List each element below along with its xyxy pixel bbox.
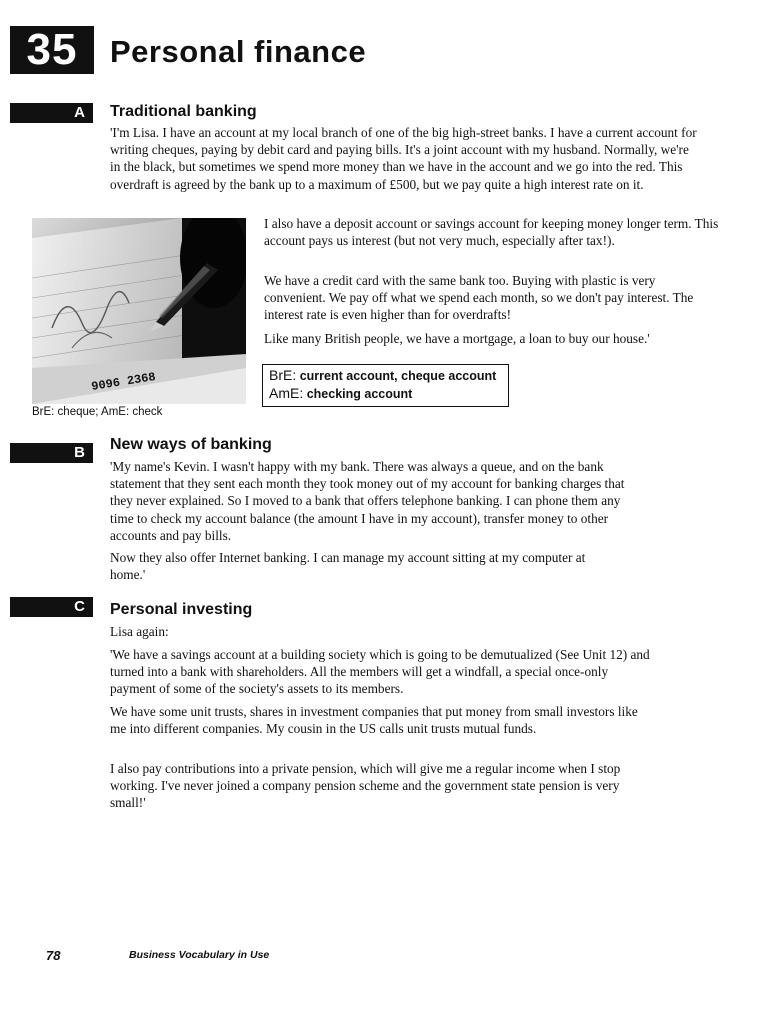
section-a-paragraph-1: 'I'm Lisa. I have an account at my local branch of one of the big high-street banks. I have a current account for writing cheques, paying by debit card and paying bills. It's a joint account with my husband. Normally, we're in the black, but sometimes we spend more money than we have in the account and we go into the red. This overdraft is agreed by the bank up to a maximum of £500, but we pay quite a high interest rate on it. (110, 125, 697, 192)
vocabulary-box (262, 364, 509, 407)
page-number: 78 (46, 948, 61, 963)
section-a-heading: Traditional banking (110, 103, 257, 120)
unit-number: 35 (10, 26, 94, 74)
vocab-ame-value: checking account (306, 387, 413, 401)
section-c-marker: C (10, 597, 93, 617)
section-b-paragraph-1: 'My name's Kevin. I wasn't happy with my bank. There was always a queue, and on the bank statement that they sent each month they took money out of my account for banking charges that they never explained. So I moved to a bank that offers telephone banking. I can phone them any time to check my account balance (the amount I have in my account), transfer money to other accounts and pay bills. (110, 459, 625, 543)
section-a-marker: A (10, 103, 93, 123)
section-b-marker: B (10, 443, 93, 463)
vocab-bre-value: current account, cheque account (299, 369, 497, 383)
section-c-intro: Lisa again: (110, 624, 169, 639)
section-a-paragraph-4: Like many British people, we have a mortgage, a loan to buy our house.' (264, 331, 650, 346)
cheque-number: 9096 2368 (90, 369, 157, 394)
photo-caption-ame: AmE: check (101, 406, 163, 418)
section-a-paragraph-3: We have a credit card with the same bank too. Buying with plastic is very convenient. We pay off what we spend each month, so we don't pay interest. The interest rate is even higher than for overdrafts! (264, 273, 694, 323)
vocab-ame-line (269, 385, 502, 403)
vocab-bre-label: BrE: (269, 367, 297, 383)
section-c-paragraph-1: 'We have a savings account at a building society which is going to be demutualized (See Unit 12) and turned into a bank with shareholders. All the members will get a windfall, a special once-only payment of some of the society's assets to its members. (110, 647, 650, 697)
section-c-heading: Personal investing (110, 601, 253, 618)
cheque-photo (32, 218, 246, 404)
photo-caption (32, 405, 162, 419)
photo-caption-bre: BrE: cheque; (32, 406, 99, 418)
section-a-paragraph-2: I also have a deposit account or savings account for keeping money longer term. This account pays us interest (but not very much, especially after tax!). (264, 216, 719, 249)
book-title: Business Vocabulary in Use (129, 949, 270, 961)
section-b-paragraph-2: Now they also offer Internet banking. I can manage my account sitting at my computer at home.' (110, 550, 586, 583)
vocab-bre-line (269, 367, 502, 385)
section-c-paragraph-2: We have some unit trusts, shares in investment companies that put money from small investors like me into different companies. My cousin in the US calls unit trusts mutual funds. (110, 704, 638, 737)
page-title: Personal finance (110, 34, 367, 69)
cheque-pen-image (32, 218, 246, 404)
vocab-ame-label: AmE: (269, 385, 304, 401)
section-c-paragraph-3: I also pay contributions into a private pension, which will give me a regular income when I stop working. I've never joined a company pension scheme and the government state pension is very small!' (110, 761, 621, 811)
section-b-heading: New ways of banking (110, 436, 272, 453)
